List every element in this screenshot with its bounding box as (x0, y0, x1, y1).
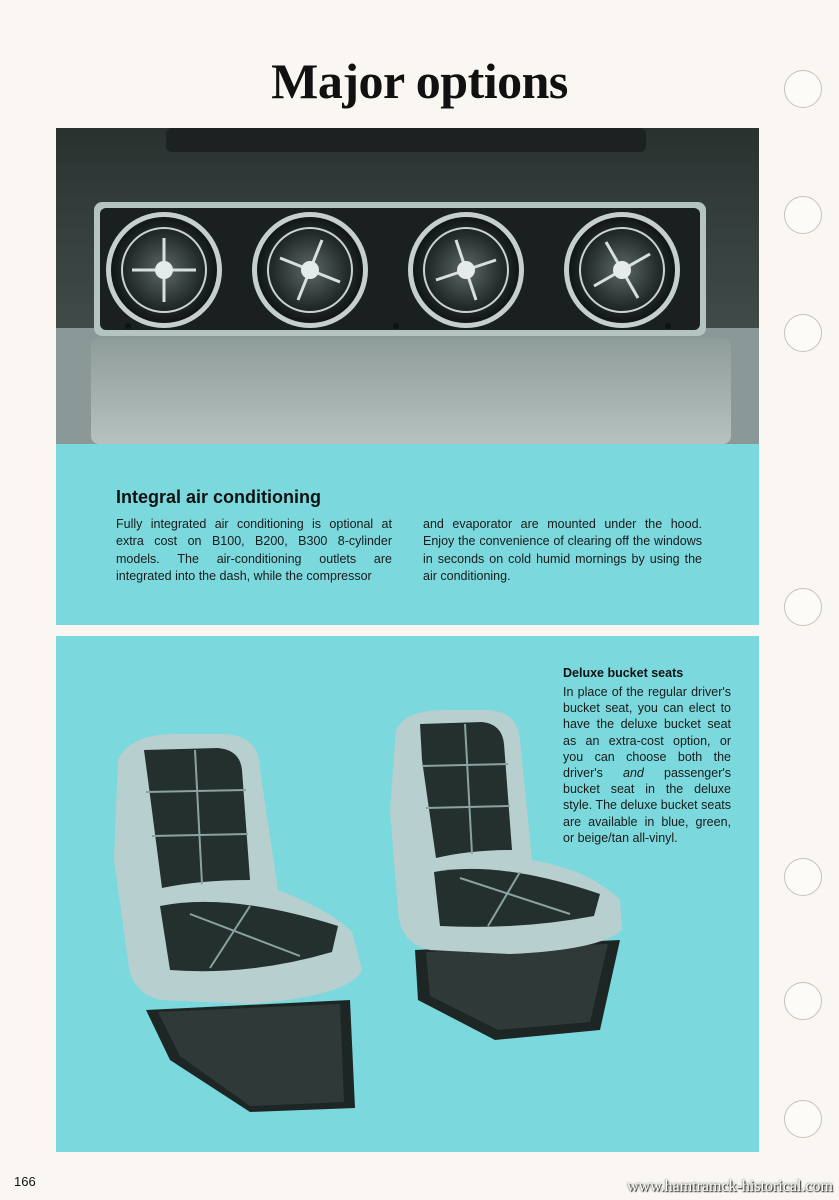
vent-icon (106, 212, 222, 328)
air-conditioning-heading: Integral air conditioning (116, 487, 322, 507)
air-conditioning-text-left: Fully integrated air conditioning is optional at extra cost on B100, B200, B300 8-cylinder models. The air-conditioning outlets are integrated into the dash, while the compressor (116, 517, 392, 583)
seat-left-illustration (114, 734, 362, 1112)
watermark: www.hamtramck-historical.com (626, 1178, 833, 1195)
binder-hole (784, 70, 822, 108)
air-conditioning-text-right: and evaporator are mounted under the hood. Enjoy the convenience of clearing off the windows in seconds on cold humid mornings by using the air conditioning. (423, 517, 702, 583)
bucket-seats-photo (100, 700, 640, 1120)
bucket-seats-heading: Deluxe bucket seats (563, 666, 684, 680)
page-number: 166 (14, 1174, 36, 1189)
vent-icon (408, 212, 524, 328)
binder-hole (784, 196, 822, 234)
bucket-seats-text-part2: passenger's bucket seat in the deluxe style. The deluxe bucket seats are available in blue, green, or beige/tan all-vinyl. (563, 766, 731, 845)
binder-hole (784, 1100, 822, 1138)
binder-hole (784, 858, 822, 896)
binder-hole (784, 588, 822, 626)
binder-hole (784, 314, 822, 352)
page-title: Major options (271, 53, 568, 109)
vent-icon (252, 212, 368, 328)
bucket-seats-text (563, 684, 731, 846)
vent-icon (564, 212, 680, 328)
binder-hole (784, 982, 822, 1020)
air-conditioning-vents-photo (56, 128, 759, 444)
bucket-seats-text-part1: In place of the regular driver's bucket seat, you can elect to have the deluxe bucket seat as an extra-cost option, or you can choose both the driver's (563, 685, 731, 781)
bucket-seats-text-emphasis: and (623, 766, 644, 781)
